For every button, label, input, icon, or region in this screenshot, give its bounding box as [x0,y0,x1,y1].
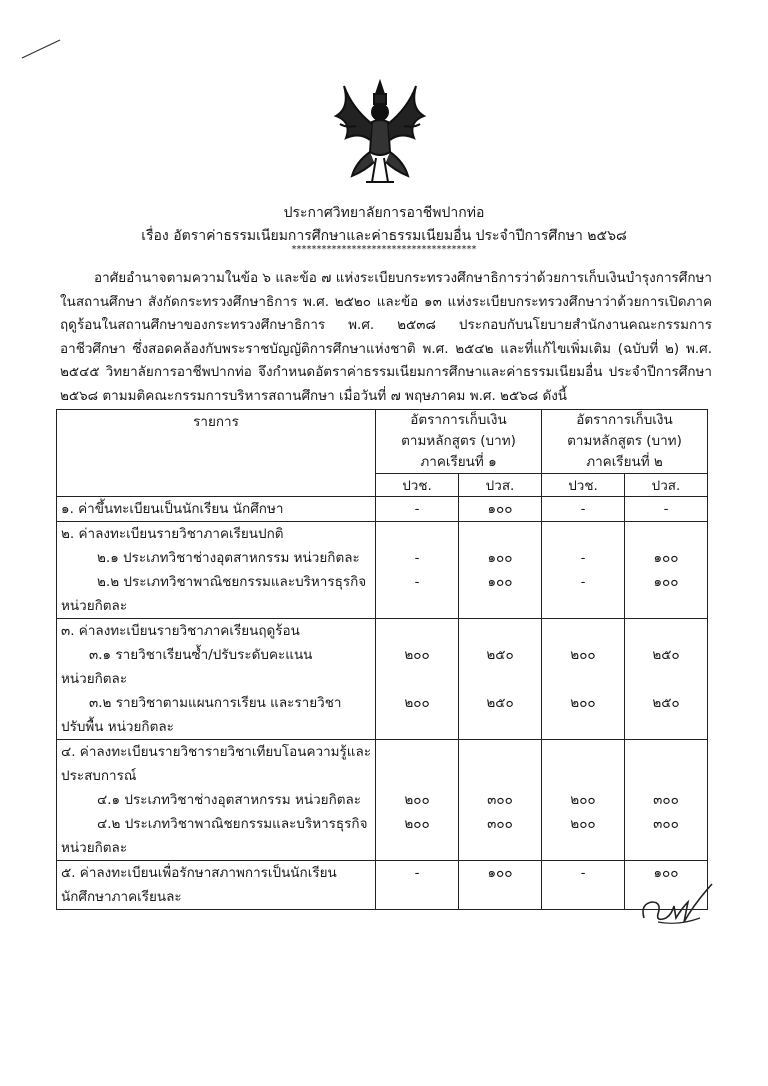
sub-header-pvc-1: ปวช. [376,474,459,497]
semester1-header: อัตราการเก็บเงิน ตามหลักสูตร (บาท) ภาคเรียนที่ ๑ [376,410,542,474]
table-row [57,522,708,619]
value-cell: ๑๐๐ ๑๐๐ [625,522,708,619]
preamble-paragraph: อาศัยอำนาจตามความในข้อ ๖ และข้อ ๗ แห่งระเบียบกระทรวงศึกษาธิการว่าด้วยการเก็บเงินบำรุงการศึกษาในสถานศึกษา สังกัดกระทรวงศึกษาธิการ พ.ศ. ๒๕๒๐ และข้อ ๑๓ แห่งระเบียบกระทรวงศึกษาว่าด้วยการเปิดภาคฤดูร้อนในสถานศึกษาของกระทรวงศึกษาธิการ พ.ศ. ๒๕๓๘ ประกอบกับนโยบายสำนักงานคณะกรรมการอาชีวศึกษา ซึ่งสอดคล้องกับพระราชบัญญัติการศึกษาแห่งชาติ พ.ศ. ๒๕๔๒ และที่แก้ไขเพิ่มเติม (ฉบับที่ ๒) พ.ศ. ๒๕๔๕ วิทยาลัยการอาชีพปากท่อ จึงกำหนดอัตราค่าธรรมเนียมการศึกษาและค่าธรรมเนียมอื่น ประจำปีการศึกษา ๒๕๖๘ ตามมติคณะกรรมการบริหารสถานศึกษา เมื่อวันที่ ๗ พฤษภาคม พ.ศ. ๒๕๖๘ ดังนี้ [60,270,712,404]
value-cell: ๒๐๐ ๒๐๐ [542,740,625,861]
value-cell: ๒๕๐ ๒๕๐ [459,619,542,740]
value-cell: - [376,497,459,522]
table-row [57,497,708,522]
value-cell: - [542,497,625,522]
table-row [57,861,708,910]
sub-header-pvc-2: ปวช. [542,474,625,497]
value-cell: - - [376,522,459,619]
value-cell: ๑๐๐ [459,497,542,522]
document-subject: เรื่อง อัตราค่าธรรมเนียมการศึกษาและค่าธรรมเนียมอื่น ประจำปีการศึกษา ๒๕๖๘ [141,228,627,244]
value-cell: - [542,861,625,910]
pen-stroke-mark [20,38,62,60]
item-column-header: รายการ [57,410,376,497]
value-cell: ๑๐๐ [459,861,542,910]
sub-header-pvs-1: ปวส. [459,474,542,497]
item-cell: ๒. ค่าลงทะเบียนรายวิชาภาคเรียนปกติ ๒.๑ ประเภทวิชาช่างอุตสาหกรรม หน่วยกิตละ ๒.๒ ประเภทวิชาพาณิชยกรรมและบริหารธุรกิจ หน่วยกิตละ [57,522,376,619]
value-cell: ๒๕๐ ๒๕๐ [625,619,708,740]
table-row [57,740,708,861]
value-cell: - [376,861,459,910]
sub-header-pvs-2: ปวส. [625,474,708,497]
value-cell: ๒๐๐ ๒๐๐ [542,619,625,740]
item-cell: ๓. ค่าลงทะเบียนรายวิชาภาคเรียนฤดูร้อน ๓.๑ รายวิชาเรียนซ้ำ/ปรับระดับคะแนน หน่วยกิตละ ๓.๒ รายวิชาตามแผนการเรียน และรายวิชา ปรับพื้น หน่วยกิตละ [57,619,376,740]
garuda-emblem-icon [326,78,434,188]
fee-table [56,409,708,910]
value-cell: ๓๐๐ ๓๐๐ [459,740,542,861]
document-title: ประกาศวิทยาลัยการอาชีพปากท่อ [283,205,485,221]
table-row [57,619,708,740]
value-cell: ๒๐๐ ๒๐๐ [376,619,459,740]
signature-mark [638,878,718,934]
value-cell: ๑๐๐ ๑๐๐ [459,522,542,619]
semester2-header: อัตราการเก็บเงิน ตามหลักสูตร (บาท) ภาคเรียนที่ ๒ [542,410,708,474]
item-cell: ๔. ค่าลงทะเบียนรายวิชารายวิชาเทียบโอนความรู้และ ประสบการณ์ ๔.๑ ประเภทวิชาช่างอุตสาหกรรม หน่วยกิตละ ๔.๒ ประเภทวิชาพาณิชยกรรมและบริหารธุรกิจ หน่วยกิตละ [57,740,376,861]
value-cell: - - [542,522,625,619]
value-cell: ๒๐๐ ๒๐๐ [376,740,459,861]
item-cell: ๕. ค่าลงทะเบียนเพื่อรักษาสภาพการเป็นนักเรียน นักศึกษาภาคเรียนละ [57,861,376,910]
value-cell: ๑๐๐ [625,861,708,910]
value-cell: - [625,497,708,522]
item-cell: ๑. ค่าขึ้นทะเบียนเป็นนักเรียน นักศึกษา [57,497,376,522]
value-cell: ๓๐๐ ๓๐๐ [625,740,708,861]
separator-line: ************************************* [291,244,477,255]
